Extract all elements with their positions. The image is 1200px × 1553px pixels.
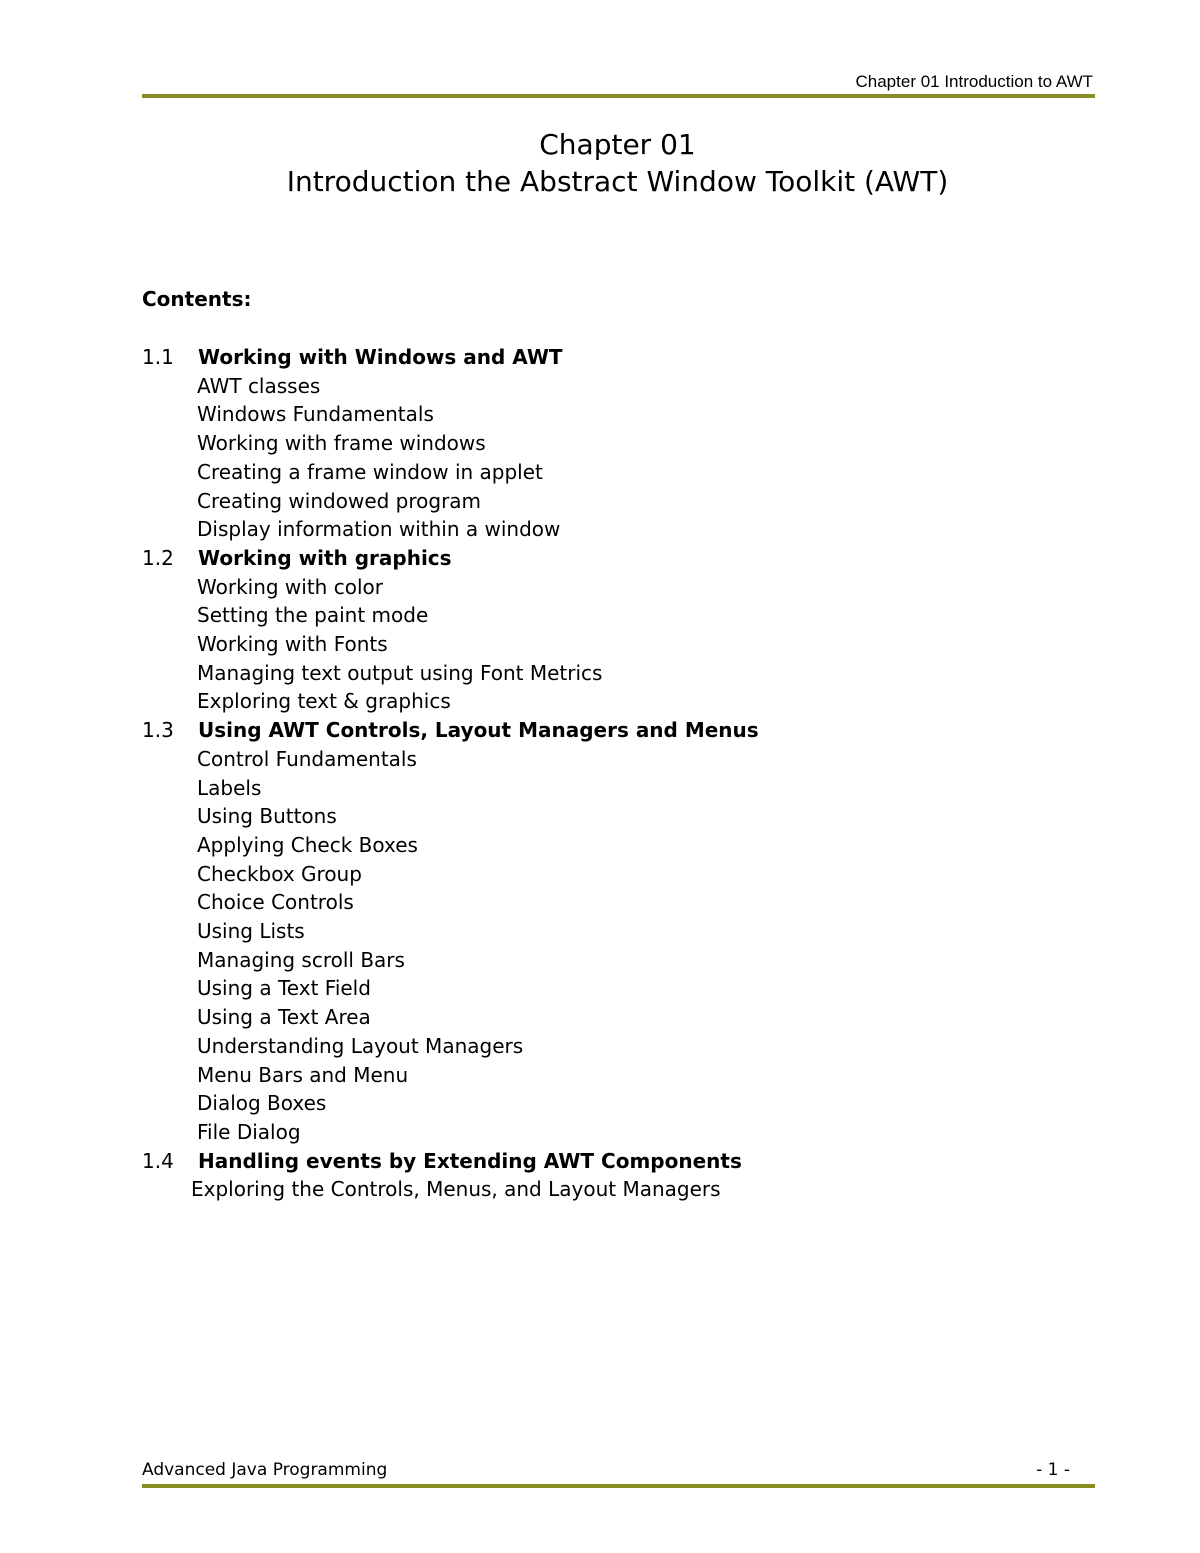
toc-item: Working with color [197,574,383,599]
toc-item: File Dialog [197,1119,301,1144]
section-number: 1.1 [142,345,174,369]
footer-book-title: Advanced Java Programming [142,1460,388,1480]
toc-item: Checkbox Group [197,861,362,886]
section-title: Working with Windows and AWT [198,345,563,369]
toc-item: Dialog Boxes [197,1091,327,1116]
toc-item: Using a Text Field [197,976,371,1001]
header-rule [142,94,1095,98]
chapter-number: Chapter 01 [539,128,696,161]
toc-section-1-4 [142,1147,1092,1176]
section-number: 1.2 [142,545,174,570]
footer-rule [142,1484,1095,1488]
toc-section-1-2 [142,544,1092,573]
toc-item: AWT classes [197,373,321,398]
running-header: Chapter 01 Introduction to AWT [855,72,1093,91]
chapter-title-block [0,126,1200,200]
toc-section-1-1 [142,343,1092,372]
section-number: 1.4 [142,1148,174,1173]
toc-item: Working with Fonts [197,632,388,657]
toc-item: Using a Text Area [197,1005,371,1030]
toc-item: Windows Fundamentals [197,402,434,427]
toc-item: Labels [197,775,262,800]
toc-item: Display information within a window [197,517,561,542]
toc-item: Creating windowed program [197,488,482,513]
toc-item: Understanding Layout Managers [197,1033,524,1058]
toc-item: Managing text output using Font Metrics [197,660,603,685]
section-title: Working with graphics [198,545,452,570]
table-of-contents [142,343,1092,1204]
toc-item: Applying Check Boxes [197,832,418,857]
section-title: Handling events by Extending AWT Components [198,1148,742,1173]
toc-item: Creating a frame window in applet [197,459,543,484]
section-number: 1.3 [142,718,174,743]
toc-item: Working with frame windows [197,431,486,456]
toc-item: Managing scroll Bars [197,947,405,972]
section-title: Using AWT Controls, Layout Managers and Menus [198,718,759,743]
toc-item: Setting the paint mode [197,603,429,628]
toc-item: Using Buttons [197,804,337,829]
toc-item: Exploring text & graphics [197,689,451,714]
toc-item: Exploring the Controls, Menus, and Layout Managers [191,1177,721,1202]
footer-page-number: - 1 - [1036,1460,1070,1480]
toc-item: Control Fundamentals [197,746,417,771]
toc-item: Using Lists [197,919,305,944]
toc-section-1-3 [142,716,1092,745]
toc-item: Menu Bars and Menu [197,1062,409,1087]
toc-item: Choice Controls [197,890,354,915]
contents-heading: Contents: [142,287,252,311]
chapter-title: Introduction the Abstract Window Toolkit (AWT) [286,165,949,198]
